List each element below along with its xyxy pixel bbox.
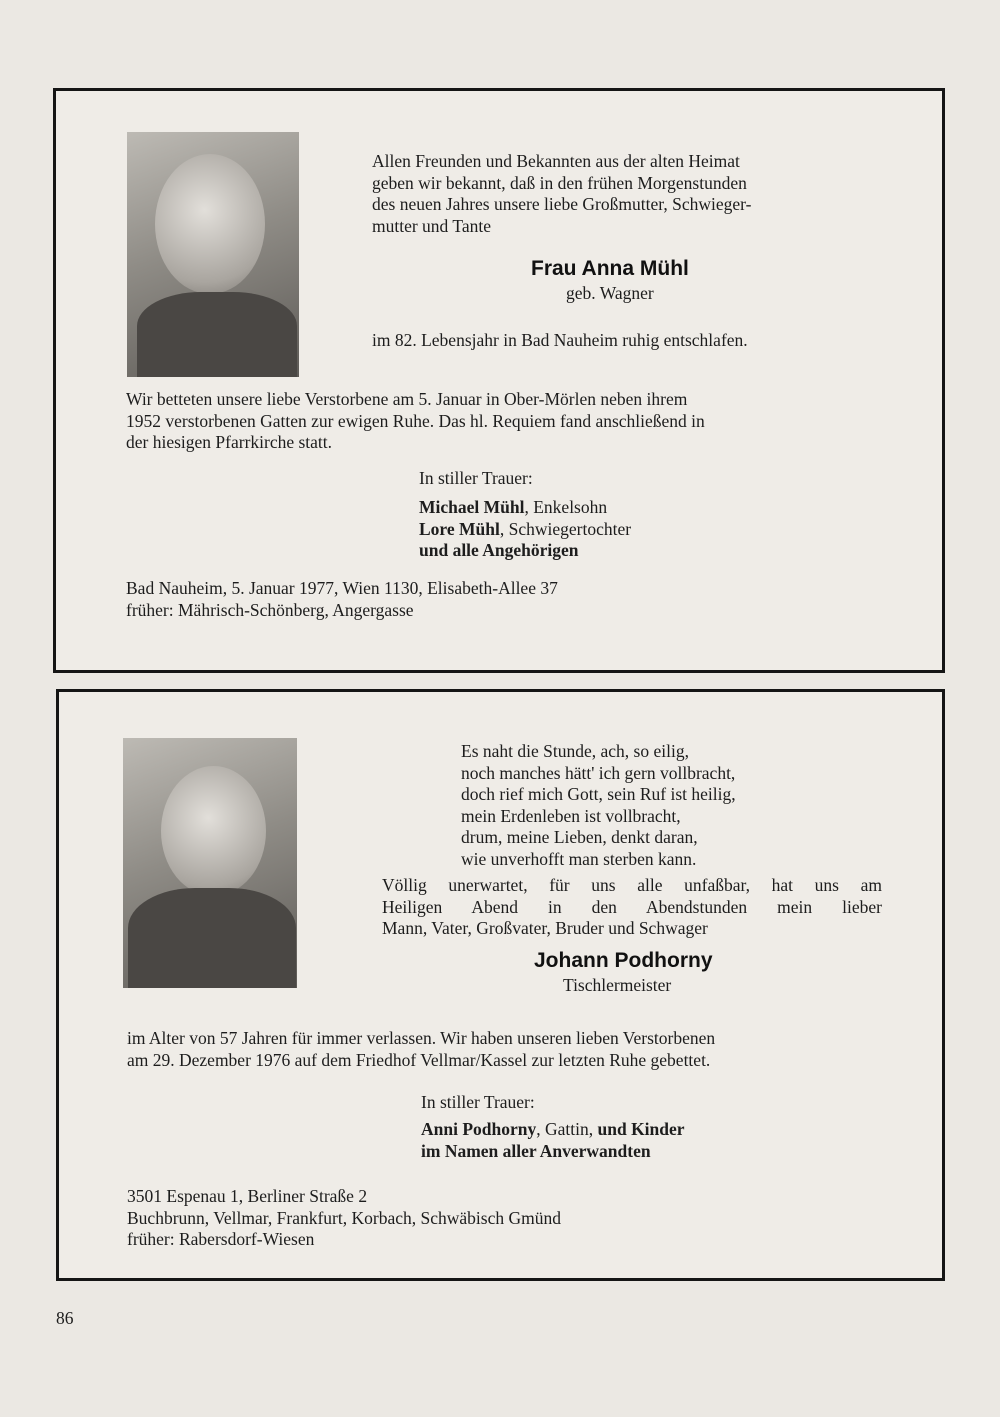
obituary-anna-muehl xyxy=(53,88,945,673)
burial-text: im Alter von 57 Jahren für immer verlassen. Wir haben unseren lieben Verstorbenen am 29. Dezember 1976 auf dem Friedhof Vellmar/Kassel zur letzten Ruhe gebettet. xyxy=(127,1028,716,1070)
page-number: 86 xyxy=(56,1308,74,1328)
deceased-name: Johann Podhorny xyxy=(534,949,713,972)
maiden-name: geb. Wagner xyxy=(566,283,654,303)
intro-text: Völlig unerwartet, für uns alle unfaßbar, hat uns am Heiligen Abend in den Abendstunden mein lieber Mann, Vater, Großvater, Bruder und Schwager xyxy=(382,875,882,938)
occupation: Tischlermeister xyxy=(563,975,672,995)
intro-text: Allen Freunden und Bekannten aus der alten Heimat geben wir bekannt, daß in den frühen Morgenstunden des neuen Jahres unsere liebe Großmutter, Schwieger- mutter und Tante xyxy=(372,151,752,236)
address-text: 3501 Espenau 1, Berliner Straße 2 Buchbrunn, Vellmar, Frankfurt, Korbach, Schwäbisch Gmünd früher: Rabersdorf-Wiesen xyxy=(127,1186,561,1249)
mourning-label: In stiller Trauer: xyxy=(419,468,533,488)
mourners-list: Michael Mühl, Enkelsohn Lore Mühl, Schwiegertochter und alle Angehörigen xyxy=(419,497,632,560)
deceased-name: Frau Anna Mühl xyxy=(531,257,689,280)
mourning-label: In stiller Trauer: xyxy=(421,1092,535,1112)
address-text: Bad Nauheim, 5. Januar 1977, Wien 1130, Elisabeth-Allee 37 früher: Mährisch-Schönberg, Angergasse xyxy=(126,578,558,620)
obituary-johann-podhorny xyxy=(56,689,945,1281)
portrait-photo-johann-podhorny xyxy=(123,738,297,988)
burial-text: Wir betteten unsere liebe Verstorbene am 5. Januar in Ober-Mörlen neben ihrem 1952 verstorbenen Gatten zur ewigen Ruhe. Das hl. Requiem fand anschließend in der hiesigen Pfarrkirche statt. xyxy=(126,389,705,452)
death-text: im 82. Lebensjahr in Bad Nauheim ruhig entschlafen. xyxy=(372,330,748,350)
poem-text: Es naht die Stunde, ach, so eilig, noch manches hätt' ich gern vollbracht, doch rief mich Gott, sein Ruf ist heilig, mein Erdenleben ist vollbracht, drum, meine Lieben, denkt daran, wie unverhofft man sterben kann. xyxy=(461,741,736,869)
portrait-photo-anna-muehl xyxy=(127,132,299,377)
mourners-list: Anni Podhorny, Gattin, und Kinder im Namen aller Anverwandten xyxy=(421,1119,685,1161)
